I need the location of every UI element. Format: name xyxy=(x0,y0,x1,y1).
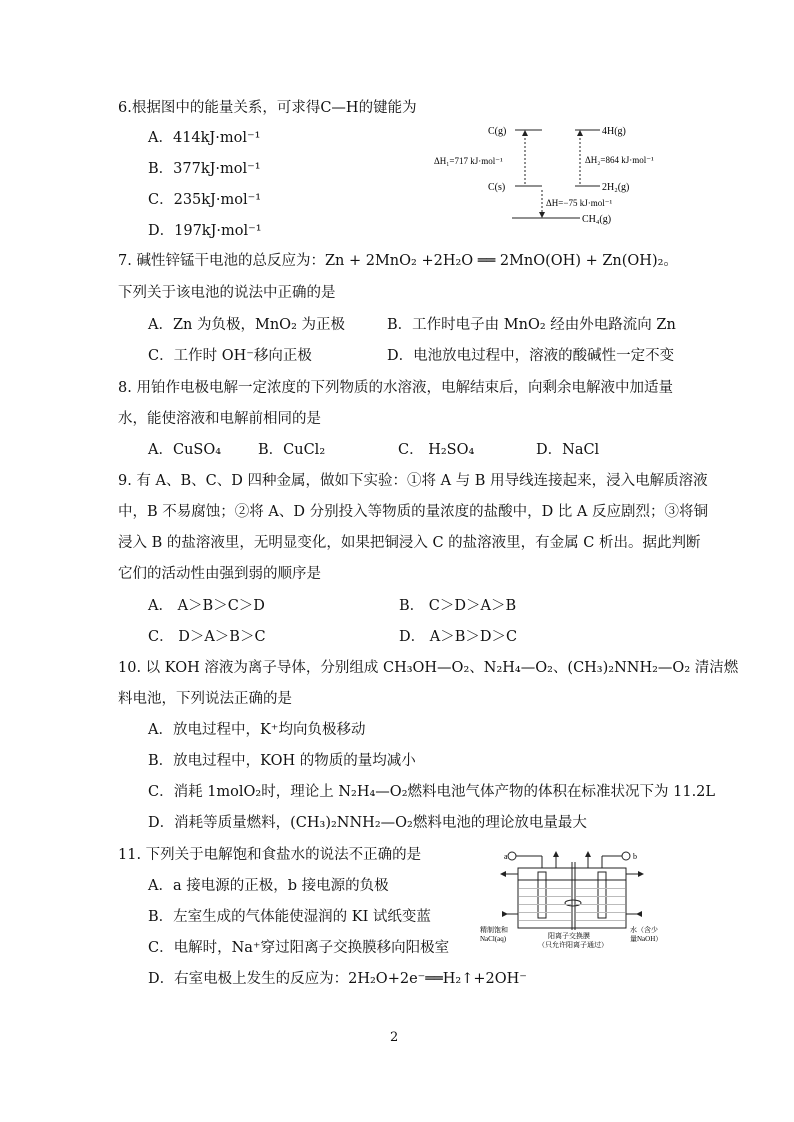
left-inlet-label-1: 精制饱和 xyxy=(480,926,508,934)
q7-option-b: B．工作时电子由 MnO₂ 经由外电路流向 Zn xyxy=(387,317,676,333)
label-c-solid: C(s) xyxy=(488,182,506,193)
label-4h-gas: 4H(g) xyxy=(602,126,626,137)
q8-stem-line2: 水，能使溶液和电解前相同的是 xyxy=(118,411,321,427)
q6-stem: 6.根据图中的能量关系，可求得C—H的键能为 xyxy=(118,100,417,116)
q10-option-a: A．放电过程中，K⁺均向负极移动 xyxy=(148,722,366,738)
label-dh1: ΔH₁=717 kJ·mol⁻¹ xyxy=(434,156,503,166)
q9-option-d: D． A＞B＞D＞C xyxy=(399,629,518,645)
label-dh2: ΔH₂=864 kJ·mol⁻¹ xyxy=(585,155,654,165)
q11-option-c: C．电解时，Na⁺穿过阳离子交换膜移向阳极室 xyxy=(148,940,450,956)
q11-option-b: B．左室生成的气体能使湿润的 KI 试纸变蓝 xyxy=(148,909,431,925)
page-number: 2 xyxy=(390,1030,399,1045)
q10-option-b: B．放电过程中，KOH 的物质的量均减小 xyxy=(148,753,416,769)
terminal-a-label: a xyxy=(504,852,508,861)
right-inlet-label-1: 水（含少 xyxy=(630,926,658,934)
q9-option-b: B． C＞D＞A＞B xyxy=(399,598,517,614)
q9-stem-line4: 它们的活动性由强到弱的顺序是 xyxy=(118,566,321,582)
right-inlet-label-2: 量NaOH） xyxy=(630,935,663,943)
energy-diagram xyxy=(430,118,680,233)
label-ch4-gas: CH₄(g) xyxy=(582,214,612,225)
q9-stem-line2: 中，B 不易腐蚀；②将 A、D 分别投入等物质的量浓度的盐酸中，D 比 A 反应剧烈；③将铜 xyxy=(118,504,709,520)
membrane-label-1: 阳离子交换膜 xyxy=(548,932,590,940)
electrolysis-cell-diagram xyxy=(478,848,666,953)
q7-stem-line1: 7. 碱性锌锰干电池的总反应为：Zn + 2MnO₂ +2H₂O ══ 2MnO(OH) + Zn(OH)₂。 xyxy=(118,253,678,269)
q11-stem: 11. 下列关于电解饱和食盐水的说法不正确的是 xyxy=(118,847,422,863)
q6-option-c: C．235kJ·mol⁻¹ xyxy=(148,192,262,208)
q7-option-c: C．工作时 OH⁻移向正极 xyxy=(148,348,312,364)
q6-option-d: D．197kJ·mol⁻¹ xyxy=(148,223,262,239)
left-inlet-label-2: NaCl(aq) xyxy=(480,935,507,943)
q8-stem-line1: 8. 用铂作电极电解一定浓度的下列物质的水溶液，电解结束后，向剩余电解液中加适量 xyxy=(118,380,673,396)
q9-stem-line3: 浸入 B 的盐溶液里，无明显变化，如果把铜浸入 C 的盐溶液里，有金属 C 析出。据此判断 xyxy=(118,535,701,551)
label-2h2-gas: 2H₂(g) xyxy=(602,182,630,193)
q8-option-c: C． H₂SO₄ xyxy=(398,442,475,458)
q6-option-a: A．414kJ·mol⁻¹ xyxy=(148,130,261,146)
q10-option-d: D．消耗等质量燃料，(CH₃)₂NNH₂—O₂燃料电池的理论放电量最大 xyxy=(148,815,587,831)
q11-option-a: A．a 接电源的正极，b 接电源的负极 xyxy=(148,878,389,894)
q10-option-c: C．消耗 1molO₂时，理论上 N₂H₄—O₂燃料电池气体产物的体积在标准状况下为 11.2L xyxy=(148,784,716,800)
membrane-label-2: （只允许阳离子通过） xyxy=(538,941,608,949)
label-dh: ΔH=−75 kJ·mol⁻¹ xyxy=(546,198,613,208)
q8-option-b: B．CuCl₂ xyxy=(258,442,326,458)
q7-option-a: A．Zn 为负极，MnO₂ 为正极 xyxy=(148,317,345,333)
q9-option-a: A． A＞B＞C＞D xyxy=(148,598,265,614)
terminal-b-label: b xyxy=(633,852,637,861)
q11-option-d: D．右室电极上发生的反应为：2H₂O+2e⁻══H₂↑+2OH⁻ xyxy=(148,971,527,987)
q8-option-d: D．NaCl xyxy=(536,442,600,458)
q10-stem-line1: 10. 以 KOH 溶液为离子导体，分别组成 CH₃OH—O₂、N₂H₄—O₂、(CH₃)₂NNH₂—O₂ 清洁燃 xyxy=(118,660,739,676)
q7-option-d: D．电池放电过程中，溶液的酸碱性一定不变 xyxy=(387,348,675,364)
q6-option-b: B．377kJ·mol⁻¹ xyxy=(148,161,261,177)
q8-option-a: A．CuSO₄ xyxy=(148,442,222,458)
q10-stem-line2: 料电池，下列说法正确的是 xyxy=(118,691,292,707)
label-c-gas: C(g) xyxy=(488,126,507,137)
q9-stem-line1: 9. 有 A、B、C、D 四种金属，做如下实验：①将 A 与 B 用导线连接起来，浸入电解质溶液 xyxy=(118,473,708,489)
q7-stem-line2: 下列关于该电池的说法中正确的是 xyxy=(118,285,336,301)
q9-option-c: C． D＞A＞B＞C xyxy=(148,629,266,645)
